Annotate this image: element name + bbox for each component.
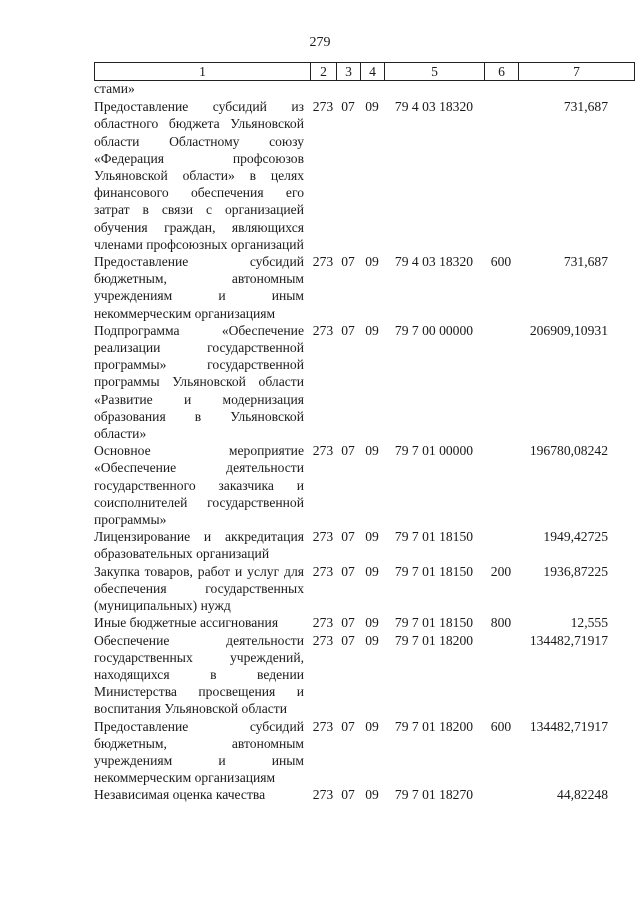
row-c2: 273	[312, 632, 334, 648]
row-c7: 44,82248	[557, 787, 608, 803]
row-name: Подпрограмма «Обеспечение реализации государственной программы» государственной программы Ульяновской области «Развитие и модернизация образования в Ульяновской области»	[94, 322, 304, 442]
header-cell-2: 2	[311, 63, 337, 81]
table-row	[94, 632, 634, 718]
row-c4: 09	[365, 632, 379, 648]
row-c6	[484, 98, 518, 253]
row-c5: 79 7 01 18200	[394, 718, 474, 734]
row-c7: 1949,42725	[543, 529, 608, 545]
row-c3: 07	[341, 632, 355, 648]
row-name: Лицензирование и аккредитация образовательных организаций	[94, 529, 304, 562]
table-row	[94, 322, 634, 442]
row-c2: 273	[312, 443, 334, 459]
row-c3: 07	[341, 615, 355, 631]
row-c2: 273	[312, 787, 334, 803]
row-c4: 09	[365, 563, 379, 579]
row-c7: 12,555	[570, 615, 608, 631]
row-c4: 09	[365, 254, 379, 270]
row-c6: 600	[490, 254, 512, 270]
header-cell-6: 6	[485, 63, 519, 81]
row-c2: 273	[312, 615, 334, 631]
row-name: Обеспечение деятельности государственных учреждений, находящихся в ведении Министерства просвещения и воспитания Ульяновской области	[94, 632, 304, 717]
row-c6	[484, 442, 518, 528]
table-row	[94, 442, 634, 528]
row-name: Иные бюджетные ассигнования	[94, 615, 279, 631]
row-c6: 800	[490, 615, 512, 631]
row-c6: 200	[490, 563, 512, 579]
row-c6: 600	[490, 718, 512, 734]
row-c5: 79 7 01 18200	[394, 632, 474, 648]
row-c5: 79 4 03 18320	[394, 254, 474, 270]
row-c4: 09	[365, 443, 379, 459]
continuation-text: стами»	[94, 81, 135, 96]
header-cell-1: 1	[95, 63, 311, 81]
row-c7: 731,687	[563, 254, 608, 270]
row-c3: 07	[341, 443, 355, 459]
row-c5: 79 7 01 18150	[394, 529, 474, 545]
row-c3: 07	[341, 99, 355, 115]
row-c2: 273	[312, 322, 334, 338]
row-name: Закупка товаров, работ и услуг для обеспечения государственных (муниципальных) нужд	[94, 563, 304, 614]
row-c7: 1936,87225	[543, 563, 608, 579]
row-c2: 273	[312, 718, 334, 734]
row-c4: 09	[365, 615, 379, 631]
row-c3: 07	[341, 254, 355, 270]
row-c6	[484, 786, 518, 803]
row-c2: 273	[312, 254, 334, 270]
table-row	[94, 563, 634, 615]
row-name: Основное мероприятие «Обеспечение деятельности государственного заказчика и соисполнителей государственной программы»	[94, 443, 304, 528]
header-cell-7: 7	[519, 63, 635, 81]
row-name: Независимая оценка качества	[94, 787, 266, 803]
header-cell-4: 4	[361, 63, 385, 81]
row-name: Предоставление субсидий бюджетным, автономным учреждениям и иным некоммерческим организациям	[94, 254, 304, 321]
row-c5: 79 7 01 00000	[394, 443, 474, 459]
row-c6	[484, 632, 518, 718]
table-row	[94, 614, 634, 631]
row-c6	[484, 528, 518, 562]
header-cell-5: 5	[385, 63, 485, 81]
table-row	[94, 718, 634, 787]
row-c4: 09	[365, 99, 379, 115]
row-c7: 196780,08242	[529, 443, 608, 459]
table-row	[94, 528, 634, 562]
row-c3: 07	[341, 787, 355, 803]
row-c6	[484, 322, 518, 442]
header-row	[95, 63, 635, 81]
continuation-row	[94, 80, 634, 98]
row-c5: 79 7 01 18150	[394, 563, 474, 579]
header-cell-3: 3	[337, 63, 361, 81]
row-c3: 07	[341, 563, 355, 579]
row-c5: 79 7 01 18150	[394, 615, 474, 631]
row-name: Предоставление субсидий из областного бюджета Ульяновской области Областному союзу «Федерация профсоюзов Ульяновской области» в целях финансового обеспечения его затрат в связи с организацией обучения граждан, являющихся членами профсоюзных организаций	[94, 99, 304, 252]
row-c7: 134482,71917	[529, 718, 608, 734]
table-row	[94, 253, 634, 322]
budget-table	[94, 80, 634, 804]
table-row	[94, 786, 634, 803]
row-c2: 273	[312, 99, 334, 115]
row-c7: 134482,71917	[529, 632, 608, 648]
row-c5: 79 7 00 00000	[394, 322, 474, 338]
row-name: Предоставление субсидий бюджетным, автономным учреждениям и иным некоммерческим организациям	[94, 718, 304, 786]
column-header-table	[94, 62, 635, 81]
row-c7: 206909,10931	[529, 322, 608, 338]
row-c4: 09	[365, 529, 379, 545]
row-c3: 07	[341, 322, 355, 338]
row-c5: 79 7 01 18270	[394, 787, 474, 803]
row-c2: 273	[312, 529, 334, 545]
row-c7: 731,687	[563, 99, 608, 115]
row-c3: 07	[341, 718, 355, 734]
page-number: 279	[309, 35, 331, 50]
row-c3: 07	[341, 529, 355, 545]
row-c2: 273	[312, 563, 334, 579]
row-c4: 09	[365, 322, 379, 338]
row-c4: 09	[365, 718, 379, 734]
table-row	[94, 98, 634, 253]
row-c5: 79 4 03 18320	[394, 99, 474, 115]
row-c4: 09	[365, 787, 379, 803]
